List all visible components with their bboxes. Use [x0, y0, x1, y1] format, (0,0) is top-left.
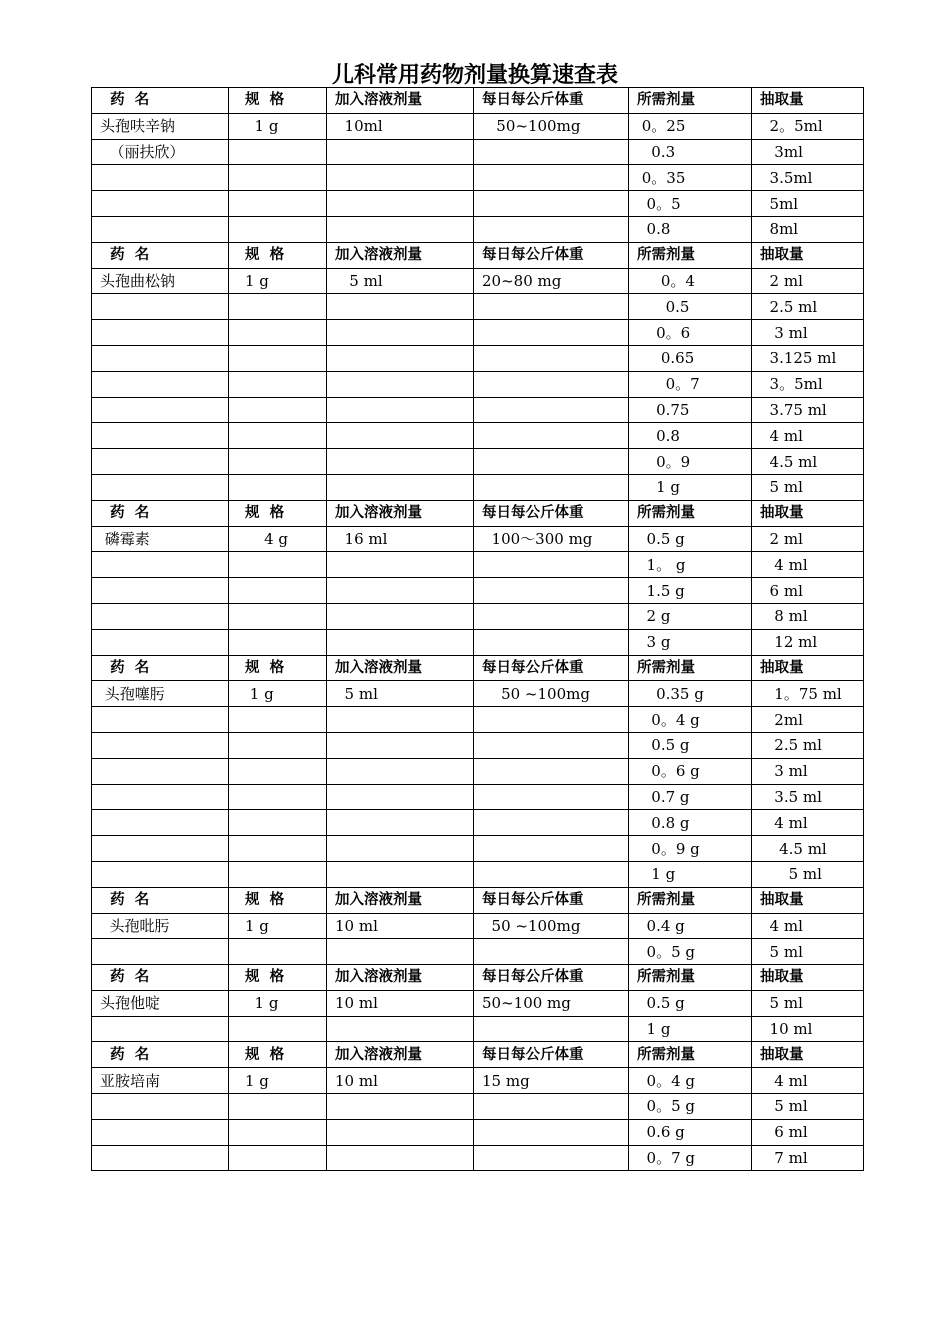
daily-dose-per-kg-cell — [474, 139, 629, 165]
required-dose-cell: 0.8 — [629, 423, 752, 449]
spec-cell: 4 g — [229, 526, 327, 552]
table-row — [92, 345, 864, 371]
spec-cell: 1 g — [229, 990, 327, 1016]
daily-dose-per-kg-cell — [474, 1094, 629, 1120]
spec-cell — [229, 629, 327, 655]
table-row — [92, 939, 864, 965]
spec-cell — [229, 836, 327, 862]
header-drug-name-cell: 药 名 — [92, 500, 229, 526]
table-row — [92, 810, 864, 836]
header-solution-volume-cell: 加入溶液剂量 — [327, 88, 474, 114]
drug-name-cell — [92, 1094, 229, 1120]
header-drug-name-cell: 药 名 — [92, 655, 229, 681]
withdraw-volume-cell: 5 ml — [752, 861, 864, 887]
header-drug-name-cell: 药 名 — [92, 242, 229, 268]
required-dose-cell: 0。4 g — [629, 707, 752, 733]
required-dose-cell: 0。7 — [629, 371, 752, 397]
required-dose-cell: 0。6 — [629, 320, 752, 346]
spec-cell: 1 g — [229, 913, 327, 939]
required-dose-cell: 0.35 g — [629, 681, 752, 707]
withdraw-volume-cell: 7 ml — [752, 1145, 864, 1171]
withdraw-volume-cell: 3 ml — [752, 320, 864, 346]
drug-name-cell — [92, 578, 229, 604]
required-dose-cell: 0。5 g — [629, 1094, 752, 1120]
daily-dose-per-kg-cell — [474, 552, 629, 578]
table-row — [92, 1094, 864, 1120]
header-withdraw-volume-cell: 抽取量 — [752, 655, 864, 681]
required-dose-cell: 0。5 — [629, 191, 752, 217]
header-spec-cell: 规 格 — [229, 500, 327, 526]
withdraw-volume-cell: 4 ml — [752, 810, 864, 836]
withdraw-volume-cell: 5ml — [752, 191, 864, 217]
table-row — [92, 629, 864, 655]
daily-dose-per-kg-cell — [474, 474, 629, 500]
table-row — [92, 603, 864, 629]
required-dose-cell: 0。9 — [629, 449, 752, 475]
solution-volume-cell — [327, 216, 474, 242]
required-dose-cell: 0.4 g — [629, 913, 752, 939]
daily-dose-per-kg-cell — [474, 707, 629, 733]
header-spec-cell: 规 格 — [229, 1042, 327, 1068]
table-row — [92, 165, 864, 191]
table-row — [92, 449, 864, 475]
solution-volume-cell — [327, 1145, 474, 1171]
required-dose-cell: 0.8 — [629, 216, 752, 242]
drug-name-cell: 亚胺培南 — [92, 1068, 229, 1094]
table-row — [92, 474, 864, 500]
drug-name-cell — [92, 1145, 229, 1171]
solution-volume-cell — [327, 139, 474, 165]
table-row — [92, 1068, 864, 1094]
daily-dose-per-kg-cell — [474, 732, 629, 758]
drug-name-cell — [92, 861, 229, 887]
spec-cell — [229, 578, 327, 604]
drug-name-cell — [92, 371, 229, 397]
required-dose-cell: 1 g — [629, 1016, 752, 1042]
withdraw-volume-cell: 3.75 ml — [752, 397, 864, 423]
daily-dose-per-kg-cell — [474, 784, 629, 810]
withdraw-volume-cell: 4 ml — [752, 913, 864, 939]
solution-volume-cell — [327, 423, 474, 449]
header-spec-cell: 规 格 — [229, 242, 327, 268]
required-dose-cell: 0。6 g — [629, 758, 752, 784]
table-row — [92, 836, 864, 862]
solution-volume-cell — [327, 449, 474, 475]
daily-dose-per-kg-cell — [474, 836, 629, 862]
solution-volume-cell — [327, 320, 474, 346]
solution-volume-cell: 10 ml — [327, 1068, 474, 1094]
spec-cell — [229, 1119, 327, 1145]
table-row — [92, 758, 864, 784]
drug-name-cell: 头孢他啶 — [92, 990, 229, 1016]
header-withdraw-volume-cell: 抽取量 — [752, 500, 864, 526]
spec-cell — [229, 345, 327, 371]
daily-dose-per-kg-cell: 50~100mg — [474, 113, 629, 139]
header-solution-volume-cell: 加入溶液剂量 — [327, 500, 474, 526]
table-row — [92, 216, 864, 242]
required-dose-cell: 0.5 g — [629, 526, 752, 552]
table-row — [92, 1119, 864, 1145]
header-required-dose-cell: 所需剂量 — [629, 500, 752, 526]
solution-volume-cell — [327, 552, 474, 578]
spec-cell — [229, 165, 327, 191]
table-row — [92, 578, 864, 604]
spec-cell — [229, 294, 327, 320]
spec-cell — [229, 320, 327, 346]
daily-dose-per-kg-cell — [474, 1119, 629, 1145]
drug-name-cell: 头孢吡肟 — [92, 913, 229, 939]
drug-name-cell — [92, 552, 229, 578]
required-dose-cell: 0.3 — [629, 139, 752, 165]
spec-cell — [229, 784, 327, 810]
header-solution-volume-cell: 加入溶液剂量 — [327, 655, 474, 681]
withdraw-volume-cell: 4 ml — [752, 1068, 864, 1094]
header-withdraw-volume-cell: 抽取量 — [752, 242, 864, 268]
table-header-row — [92, 965, 864, 991]
spec-cell — [229, 139, 327, 165]
withdraw-volume-cell: 2.5 ml — [752, 732, 864, 758]
withdraw-volume-cell: 3。5ml — [752, 371, 864, 397]
required-dose-cell: 0.7 g — [629, 784, 752, 810]
header-drug-name-cell: 药 名 — [92, 1042, 229, 1068]
solution-volume-cell — [327, 1119, 474, 1145]
header-daily-dose-per-kg-cell: 每日每公斤体重 — [474, 965, 629, 991]
table-header-row — [92, 500, 864, 526]
daily-dose-per-kg-cell — [474, 216, 629, 242]
withdraw-volume-cell: 4 ml — [752, 423, 864, 449]
required-dose-cell: 0。35 — [629, 165, 752, 191]
spec-cell — [229, 1094, 327, 1120]
table-row — [92, 861, 864, 887]
header-drug-name-cell: 药 名 — [92, 887, 229, 913]
withdraw-volume-cell: 1。75 ml — [752, 681, 864, 707]
table-row — [92, 784, 864, 810]
spec-cell — [229, 810, 327, 836]
header-spec-cell: 规 格 — [229, 965, 327, 991]
header-daily-dose-per-kg-cell: 每日每公斤体重 — [474, 242, 629, 268]
header-required-dose-cell: 所需剂量 — [629, 887, 752, 913]
spec-cell — [229, 423, 327, 449]
solution-volume-cell — [327, 810, 474, 836]
header-solution-volume-cell: 加入溶液剂量 — [327, 242, 474, 268]
header-drug-name-cell: 药 名 — [92, 88, 229, 114]
required-dose-cell: 0。25 — [629, 113, 752, 139]
table-header-row — [92, 1042, 864, 1068]
required-dose-cell: 0。4 — [629, 268, 752, 294]
solution-volume-cell — [327, 397, 474, 423]
table-row — [92, 913, 864, 939]
withdraw-volume-cell: 4.5 ml — [752, 449, 864, 475]
daily-dose-per-kg-cell: 50 ~100mg — [474, 913, 629, 939]
spec-cell — [229, 474, 327, 500]
header-spec-cell: 规 格 — [229, 88, 327, 114]
header-daily-dose-per-kg-cell: 每日每公斤体重 — [474, 88, 629, 114]
drug-name-cell: （丽扶欣） — [92, 139, 229, 165]
withdraw-volume-cell: 4.5 ml — [752, 836, 864, 862]
spec-cell — [229, 191, 327, 217]
solution-volume-cell — [327, 603, 474, 629]
spec-cell — [229, 758, 327, 784]
header-withdraw-volume-cell: 抽取量 — [752, 1042, 864, 1068]
table-row — [92, 294, 864, 320]
drug-name-cell — [92, 758, 229, 784]
solution-volume-cell — [327, 165, 474, 191]
daily-dose-per-kg-cell — [474, 1145, 629, 1171]
required-dose-cell: 0。4 g — [629, 1068, 752, 1094]
drug-name-cell — [92, 320, 229, 346]
withdraw-volume-cell: 3ml — [752, 139, 864, 165]
daily-dose-per-kg-cell — [474, 165, 629, 191]
daily-dose-per-kg-cell — [474, 861, 629, 887]
withdraw-volume-cell: 5 ml — [752, 474, 864, 500]
drug-name-cell — [92, 1016, 229, 1042]
drug-name-cell — [92, 836, 229, 862]
table-row — [92, 139, 864, 165]
withdraw-volume-cell: 3.125 ml — [752, 345, 864, 371]
table-header-row — [92, 887, 864, 913]
drug-name-cell — [92, 732, 229, 758]
spec-cell — [229, 603, 327, 629]
header-solution-volume-cell: 加入溶液剂量 — [327, 887, 474, 913]
daily-dose-per-kg-cell — [474, 810, 629, 836]
withdraw-volume-cell: 2.5 ml — [752, 294, 864, 320]
spec-cell: 1 g — [229, 1068, 327, 1094]
table-row — [92, 191, 864, 217]
required-dose-cell: 0.6 g — [629, 1119, 752, 1145]
daily-dose-per-kg-cell — [474, 939, 629, 965]
spec-cell — [229, 449, 327, 475]
table-header-row — [92, 242, 864, 268]
table-row — [92, 371, 864, 397]
solution-volume-cell — [327, 836, 474, 862]
required-dose-cell: 0.65 — [629, 345, 752, 371]
required-dose-cell: 0。5 g — [629, 939, 752, 965]
table-row — [92, 526, 864, 552]
withdraw-volume-cell: 2ml — [752, 707, 864, 733]
solution-volume-cell — [327, 191, 474, 217]
drug-name-cell — [92, 707, 229, 733]
table-row — [92, 681, 864, 707]
drug-name-cell — [92, 449, 229, 475]
required-dose-cell: 1.5 g — [629, 578, 752, 604]
spec-cell — [229, 861, 327, 887]
withdraw-volume-cell: 6 ml — [752, 1119, 864, 1145]
solution-volume-cell: 5 ml — [327, 268, 474, 294]
header-spec-cell: 规 格 — [229, 887, 327, 913]
required-dose-cell: 0.5 g — [629, 732, 752, 758]
withdraw-volume-cell: 8 ml — [752, 603, 864, 629]
spec-cell: 1 g — [229, 113, 327, 139]
withdraw-volume-cell: 2 ml — [752, 268, 864, 294]
solution-volume-cell — [327, 784, 474, 810]
drug-name-cell — [92, 216, 229, 242]
drug-name-cell — [92, 294, 229, 320]
header-daily-dose-per-kg-cell: 每日每公斤体重 — [474, 655, 629, 681]
table-row — [92, 1145, 864, 1171]
withdraw-volume-cell: 6 ml — [752, 578, 864, 604]
withdraw-volume-cell: 2。5ml — [752, 113, 864, 139]
required-dose-cell: 0.5 — [629, 294, 752, 320]
header-spec-cell: 规 格 — [229, 655, 327, 681]
page-title: 儿科常用药物剂量换算速查表 — [331, 63, 618, 88]
header-daily-dose-per-kg-cell: 每日每公斤体重 — [474, 887, 629, 913]
daily-dose-per-kg-cell: 50~100 mg — [474, 990, 629, 1016]
table-row — [92, 1016, 864, 1042]
daily-dose-per-kg-cell — [474, 1016, 629, 1042]
drug-name-cell: 头孢噻肟 — [92, 681, 229, 707]
table-row — [92, 552, 864, 578]
daily-dose-per-kg-cell — [474, 449, 629, 475]
solution-volume-cell: 10ml — [327, 113, 474, 139]
daily-dose-per-kg-cell — [474, 758, 629, 784]
spec-cell — [229, 552, 327, 578]
daily-dose-per-kg-cell — [474, 603, 629, 629]
header-required-dose-cell: 所需剂量 — [629, 655, 752, 681]
drug-name-cell — [92, 474, 229, 500]
dosage-table — [91, 87, 864, 1171]
solution-volume-cell — [327, 371, 474, 397]
required-dose-cell: 2 g — [629, 603, 752, 629]
daily-dose-per-kg-cell: 50 ~100mg — [474, 681, 629, 707]
spec-cell — [229, 707, 327, 733]
solution-volume-cell — [327, 732, 474, 758]
spec-cell: 1 g — [229, 681, 327, 707]
table-row — [92, 990, 864, 1016]
solution-volume-cell — [327, 629, 474, 655]
header-required-dose-cell: 所需剂量 — [629, 965, 752, 991]
drug-name-cell — [92, 423, 229, 449]
table-row — [92, 320, 864, 346]
required-dose-cell: 0.75 — [629, 397, 752, 423]
table-row — [92, 423, 864, 449]
daily-dose-per-kg-cell — [474, 320, 629, 346]
table-header-row — [92, 88, 864, 114]
table-row — [92, 113, 864, 139]
required-dose-cell: 0。7 g — [629, 1145, 752, 1171]
withdraw-volume-cell: 3.5ml — [752, 165, 864, 191]
withdraw-volume-cell: 10 ml — [752, 1016, 864, 1042]
daily-dose-per-kg-cell — [474, 345, 629, 371]
drug-name-cell — [92, 345, 229, 371]
header-daily-dose-per-kg-cell: 每日每公斤体重 — [474, 500, 629, 526]
spec-cell — [229, 1145, 327, 1171]
required-dose-cell: 1 g — [629, 474, 752, 500]
spec-cell — [229, 732, 327, 758]
header-daily-dose-per-kg-cell: 每日每公斤体重 — [474, 1042, 629, 1068]
drug-name-cell — [92, 629, 229, 655]
required-dose-cell: 0。9 g — [629, 836, 752, 862]
daily-dose-per-kg-cell — [474, 371, 629, 397]
dosage-table-body — [92, 88, 864, 1171]
required-dose-cell: 0.5 g — [629, 990, 752, 1016]
table-row — [92, 707, 864, 733]
daily-dose-per-kg-cell — [474, 578, 629, 604]
spec-cell — [229, 939, 327, 965]
header-required-dose-cell: 所需剂量 — [629, 242, 752, 268]
daily-dose-per-kg-cell — [474, 294, 629, 320]
drug-name-cell — [92, 784, 229, 810]
withdraw-volume-cell: 4 ml — [752, 552, 864, 578]
solution-volume-cell — [327, 1094, 474, 1120]
daily-dose-per-kg-cell — [474, 423, 629, 449]
solution-volume-cell — [327, 1016, 474, 1042]
drug-name-cell — [92, 397, 229, 423]
solution-volume-cell — [327, 939, 474, 965]
spec-cell — [229, 371, 327, 397]
daily-dose-per-kg-cell: 20~80 mg — [474, 268, 629, 294]
withdraw-volume-cell: 2 ml — [752, 526, 864, 552]
drug-name-cell — [92, 191, 229, 217]
spec-cell — [229, 397, 327, 423]
solution-volume-cell: 10 ml — [327, 990, 474, 1016]
required-dose-cell: 1。 g — [629, 552, 752, 578]
solution-volume-cell — [327, 345, 474, 371]
header-solution-volume-cell: 加入溶液剂量 — [327, 965, 474, 991]
header-required-dose-cell: 所需剂量 — [629, 88, 752, 114]
solution-volume-cell — [327, 758, 474, 784]
drug-name-cell: 磷霉素 — [92, 526, 229, 552]
drug-name-cell — [92, 165, 229, 191]
table-row — [92, 268, 864, 294]
withdraw-volume-cell: 5 ml — [752, 1094, 864, 1120]
withdraw-volume-cell: 8ml — [752, 216, 864, 242]
drug-name-cell: 头孢曲松钠 — [92, 268, 229, 294]
drug-name-cell — [92, 603, 229, 629]
required-dose-cell: 0.8 g — [629, 810, 752, 836]
daily-dose-per-kg-cell: 100～300 mg — [474, 526, 629, 552]
withdraw-volume-cell: 5 ml — [752, 990, 864, 1016]
withdraw-volume-cell: 3 ml — [752, 758, 864, 784]
daily-dose-per-kg-cell: 15 mg — [474, 1068, 629, 1094]
solution-volume-cell — [327, 578, 474, 604]
header-solution-volume-cell: 加入溶液剂量 — [327, 1042, 474, 1068]
header-drug-name-cell: 药 名 — [92, 965, 229, 991]
solution-volume-cell — [327, 707, 474, 733]
solution-volume-cell: 5 ml — [327, 681, 474, 707]
drug-name-cell — [92, 1119, 229, 1145]
header-withdraw-volume-cell: 抽取量 — [752, 965, 864, 991]
drug-name-cell: 头孢呋辛钠 — [92, 113, 229, 139]
table-row — [92, 732, 864, 758]
spec-cell: 1 g — [229, 268, 327, 294]
table-row — [92, 397, 864, 423]
header-withdraw-volume-cell: 抽取量 — [752, 88, 864, 114]
table-header-row — [92, 655, 864, 681]
solution-volume-cell: 10 ml — [327, 913, 474, 939]
daily-dose-per-kg-cell — [474, 397, 629, 423]
drug-name-cell — [92, 939, 229, 965]
header-withdraw-volume-cell: 抽取量 — [752, 887, 864, 913]
solution-volume-cell — [327, 294, 474, 320]
spec-cell — [229, 1016, 327, 1042]
withdraw-volume-cell: 12 ml — [752, 629, 864, 655]
spec-cell — [229, 216, 327, 242]
solution-volume-cell — [327, 861, 474, 887]
solution-volume-cell: 16 ml — [327, 526, 474, 552]
drug-name-cell — [92, 810, 229, 836]
required-dose-cell: 1 g — [629, 861, 752, 887]
header-required-dose-cell: 所需剂量 — [629, 1042, 752, 1068]
solution-volume-cell — [327, 474, 474, 500]
daily-dose-per-kg-cell — [474, 629, 629, 655]
required-dose-cell: 3 g — [629, 629, 752, 655]
withdraw-volume-cell: 3.5 ml — [752, 784, 864, 810]
daily-dose-per-kg-cell — [474, 191, 629, 217]
withdraw-volume-cell: 5 ml — [752, 939, 864, 965]
